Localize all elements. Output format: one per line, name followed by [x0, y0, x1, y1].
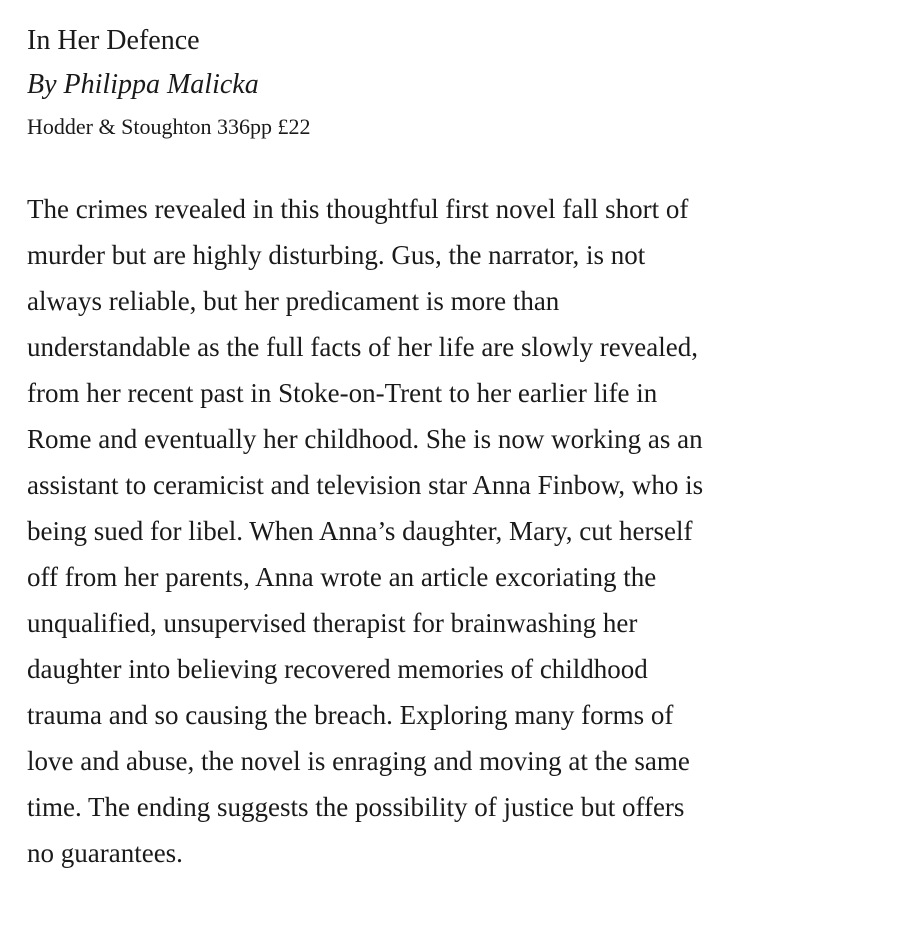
review-line: Rome and eventually her childhood. She is now working as an [27, 424, 703, 454]
book-review [27, 22, 887, 876]
review-line: daughter into believing recovered memories of childhood [27, 654, 648, 684]
review-line: unqualified, unsupervised therapist for brainwashing her [27, 608, 638, 638]
book-title: In Her Defence [27, 25, 200, 56]
review-line: from her recent past in Stoke-on-Trent to her earlier life in [27, 378, 658, 408]
review-line: off from her parents, Anna wrote an article excoriating the [27, 562, 657, 592]
review-line: always reliable, but her predicament is more than [27, 286, 560, 316]
review-line: understandable as the full facts of her life are slowly revealed, [27, 332, 698, 362]
review-line: murder but are highly disturbing. Gus, the narrator, is not [27, 240, 646, 270]
book-author: By Philippa Malicka [27, 69, 259, 100]
publication-details: Hodder & Stoughton 336pp £22 [27, 114, 311, 139]
review-line: no guarantees. [27, 838, 183, 868]
review-line: assistant to ceramicist and television star Anna Finbow, who is [27, 470, 704, 500]
review-line: love and abuse, the novel is enraging and moving at the same [27, 746, 690, 776]
review-line: trauma and so causing the breach. Exploring many forms of [27, 700, 674, 730]
review-line: being sued for libel. When Anna’s daughter, Mary, cut herself [27, 516, 693, 546]
review-text [27, 186, 887, 876]
review-line: The crimes revealed in this thoughtful first novel fall short of [27, 194, 689, 224]
review-line: time. The ending suggests the possibility of justice but offers [27, 792, 685, 822]
